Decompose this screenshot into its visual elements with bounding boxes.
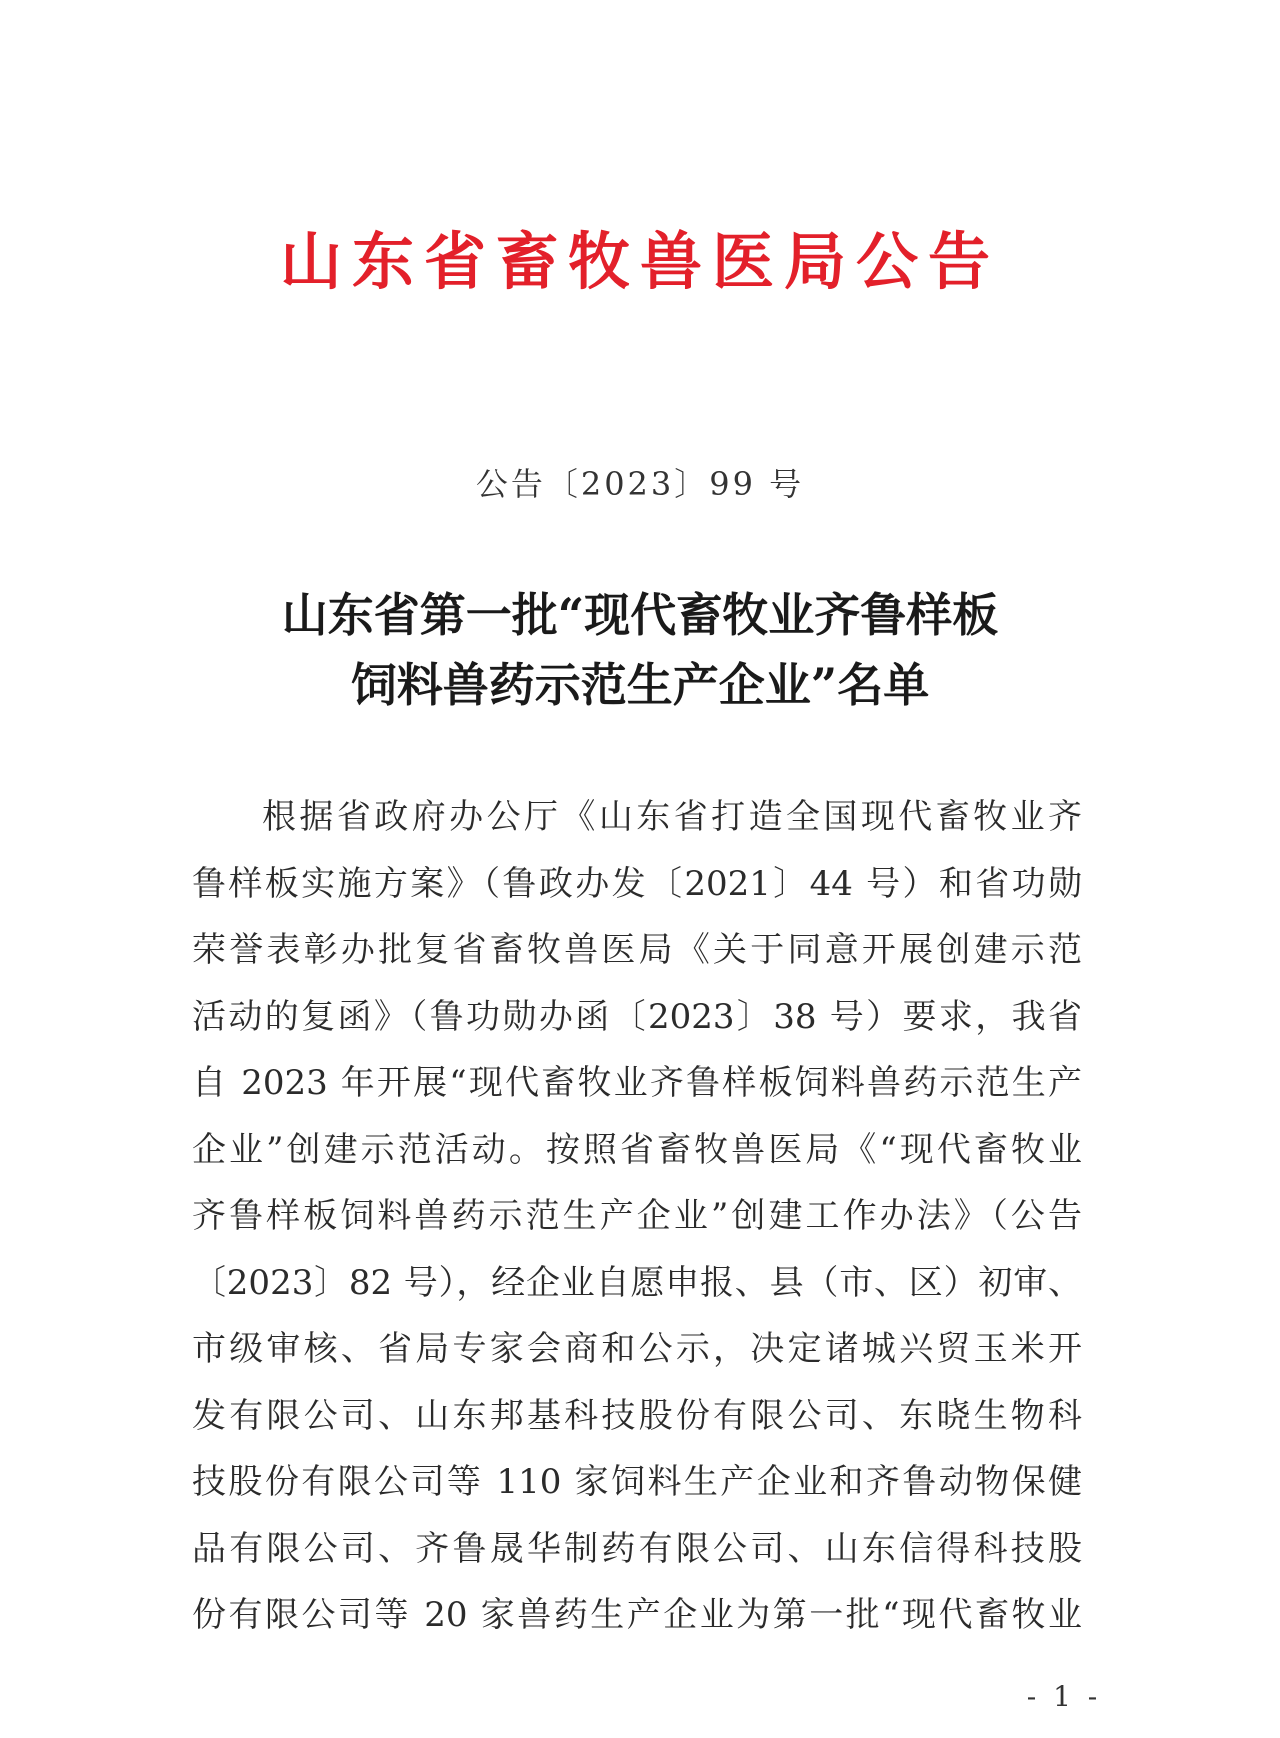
document-title-line: 山东省第一批“现代畜牧业齐鲁样板: [281, 588, 999, 642]
body-line: 技股份有限公司等 110 家饲料生产企业和齐鲁动物保健: [192, 1462, 1082, 1502]
document-number: 公告〔2023〕99 号: [475, 465, 805, 503]
issuer-header: 山东省畜牧兽医局公告: [279, 225, 1000, 298]
document-title: [0, 580, 1280, 720]
body-line: 品有限公司、齐鲁晟华制药有限公司、山东信得科技股: [192, 1528, 1082, 1569]
body-line: 自 2023 年开展“现代畜牧业齐鲁样板饲料兽药示范生产: [192, 1063, 1082, 1103]
body-line: 荣誉表彰办批复省畜牧兽医局《关于同意开展创建示范: [192, 930, 1082, 970]
document-body: [192, 784, 1082, 1649]
body-line: 根据省政府办公厅《山东省打造全国现代畜牧业齐: [262, 797, 1082, 837]
body-line: 齐鲁样板饲料兽药示范生产企业”创建工作办法》（公告: [192, 1196, 1082, 1236]
page-number: - 1 -: [1026, 1680, 1102, 1713]
body-line: 份有限公司等 20 家兽药生产企业为第一批“现代畜牧业: [192, 1595, 1082, 1635]
body-line: 鲁样板实施方案》（鲁政办发〔2021〕44 号）和省功勋: [192, 863, 1082, 904]
body-line: 〔2023〕82 号），经企业自愿申报、县（市、区）初审、: [192, 1262, 1082, 1303]
body-line: 发有限公司、山东邦基科技股份有限公司、东晓生物科: [192, 1395, 1082, 1436]
body-line: 企业”创建示范活动。按照省畜牧兽医局《“现代畜牧业: [192, 1129, 1082, 1170]
document-title-line: 饲料兽药示范生产企业”名单: [350, 658, 930, 712]
body-line: 市级审核、省局专家会商和公示，决定诸城兴贸玉米开: [192, 1329, 1082, 1369]
body-line: 活动的复函》（鲁功勋办函〔2023〕38 号）要求，我省: [192, 996, 1082, 1037]
